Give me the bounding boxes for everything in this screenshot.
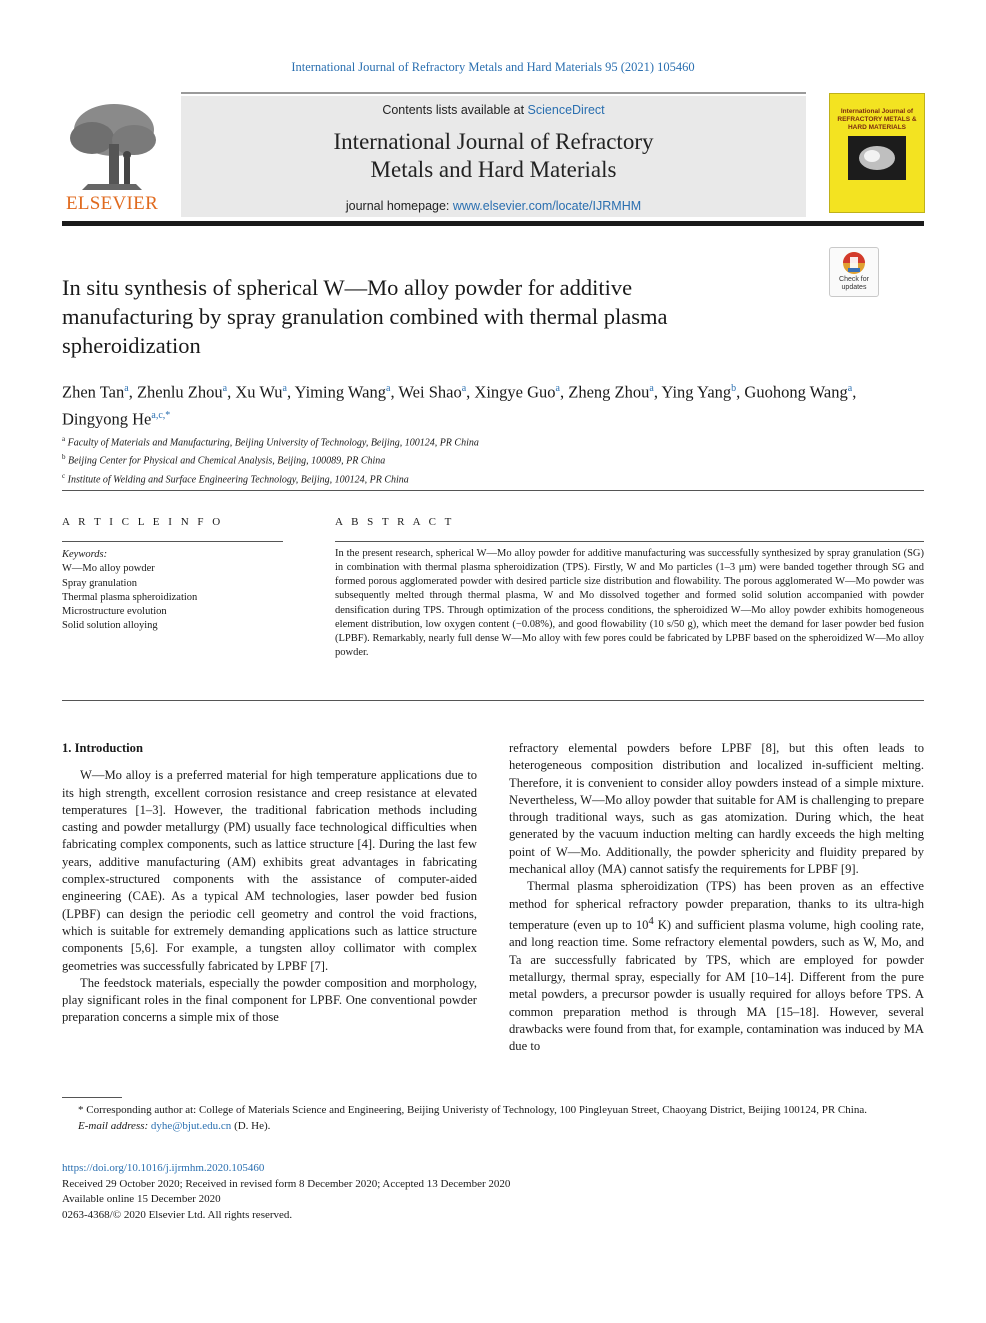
keyword-item: W—Mo alloy powder <box>62 563 155 575</box>
article-info-heading: A R T I C L E I N F O <box>62 516 224 528</box>
check-updates-icon <box>830 248 878 276</box>
keywords-block <box>62 548 292 634</box>
affiliation-key: c <box>62 471 66 480</box>
author-name[interactable]: Ying Yang <box>661 382 732 402</box>
author-separator: , <box>286 382 295 402</box>
email-label: E-mail address: <box>78 1120 151 1132</box>
article-history <box>62 1161 762 1223</box>
cover-image <box>848 136 906 180</box>
author-affiliation-marker[interactable]: a <box>222 383 228 394</box>
keyword-item: Spray granulation <box>62 577 137 589</box>
check-for-updates-badge[interactable] <box>829 247 879 297</box>
section-divider <box>62 490 924 491</box>
homepage-prefix: journal homepage: <box>345 199 453 213</box>
author-separator: , <box>227 382 236 402</box>
author-name[interactable]: Zhenlu Zhou <box>136 382 223 402</box>
keywords-label: Keywords: <box>62 549 108 560</box>
author-affiliation-marker[interactable]: a <box>124 383 129 394</box>
author-separator: , <box>653 382 662 402</box>
available-online: Available online 15 December 2020 <box>62 1193 221 1205</box>
contents-available-line <box>181 103 806 117</box>
author-affiliation-marker[interactable]: a <box>555 383 560 394</box>
corresponding-author-text: * Corresponding author at: College of Materials Science and Engineering, Beijing Univeristy of Technology, 100 Pingleyuan Street, Chaoyang District, Beijing 100124, PR China. <box>78 1104 867 1116</box>
author-name[interactable]: Xu Wu <box>235 382 283 402</box>
author-name[interactable]: Wei Shao <box>398 382 462 402</box>
keyword-list <box>62 562 292 633</box>
author-name[interactable]: Zheng Zhou <box>568 382 650 402</box>
author-affiliation-marker[interactable]: a <box>649 383 654 394</box>
author-affiliation-marker[interactable]: a <box>386 383 391 394</box>
section-heading-introduction: 1. Introduction <box>62 741 143 755</box>
author-separator: , <box>466 382 475 402</box>
received-dates: Received 29 October 2020; Received in revised form 8 December 2020; Accepted 13 December 2020 <box>62 1177 511 1190</box>
journal-citation[interactable]: International Journal of Refractory Metals and Hard Materials 95 (2021) 105460 <box>291 60 695 74</box>
abstract-heading: A B S T R A C T <box>335 516 455 528</box>
contents-prefix: Contents lists available at <box>382 103 528 117</box>
intro-p4-exponent: 4 <box>648 915 654 927</box>
author-separator: , <box>128 382 137 402</box>
journal-name <box>181 128 806 184</box>
author-affiliation-marker[interactable]: a <box>282 383 287 394</box>
author-separator: , <box>852 382 857 402</box>
intro-paragraph-3: refractory elemental powders before LPBF [8], but this often leads to heterogeneous composition distribution and localized in-sufficient melting. Therefore, it is convenient to consider alloy powders instead of a simple mixture. Nevertheless, W—Mo alloy powder that suitable for AM is challenging to prepare through traditional ways, such as gas atomization. During which, the heat generated by the vacuum induction melting can hardly exceeds the high melting point of W—Mo. Additionally, the powder sphericity and fluidity prepared by mechanical alloy (MA) cannot satisfy the requirements for LPBF [9]. <box>509 741 924 877</box>
affiliation-list <box>62 432 762 487</box>
intro-paragraph-2: The feedstock materials, especially the powder composition and morphology, play significant roles in the final component for LPBF. One conventional powder preparation concerns a simple mix of those <box>62 975 477 1025</box>
abstract-rule <box>335 541 924 542</box>
intro-paragraph-1: W—Mo alloy is a preferred material for high temperature applications due to its high strength, excellent corrosion resistance and creep resistance at elevated temperatures [1–3]. However, the traditional fabrication methods including casting and powder metallurgy (PM) usually face technological difficulties when fabricating complex components, such as lattice structure [4]. During the last few years, additive manufacturing (AM) exhibits great advantages in fabricating complex-structured components with the assistance of computer-aided engineering (CAE). As a typical AM technologies, laser powder bed fusion (LPBF) can design the periodic cell geometry and control the void fractions, which is suitable for extremely demanding applications such as lattice structure components [5,6]. For example, a tungsten alloy collimator with complex geometries was successfully fabricated by LPBF [7]. <box>62 768 477 973</box>
journal-name-line1: International Journal of Refractory <box>333 129 654 154</box>
author-name[interactable]: Dingyong He <box>62 409 152 428</box>
author-name[interactable]: Xingye Guo <box>474 382 556 402</box>
article-info-rule <box>62 541 283 542</box>
email-suffix: (D. He). <box>231 1120 271 1132</box>
intro-p4-part-b: K) and sufficient plasma volume, high cooling rate, and long reaction time. Some refractory elemental powders, such as W, Mo, and Ta are successfully fabricated by TPS, which are employed for powder metallurgy, thermal spray, especially for AM [10–14]. Different from the pure metal powders, a precursor powder is usually required for alloys before TPS. A common preparation method is through MA [15–18]. However, several drawbacks were found from that, for example, contamination was induced by MA due to <box>509 918 924 1054</box>
header-bottom-rule <box>62 221 924 226</box>
author-list <box>62 377 862 430</box>
sciencedirect-link[interactable]: ScienceDirect <box>527 103 605 117</box>
check-updates-label: Check for updates <box>839 276 869 291</box>
author-separator: , <box>736 382 745 402</box>
keyword-item: Thermal plasma spheroidization <box>62 591 198 603</box>
body-left-column <box>62 740 477 1027</box>
intro-p4-part-a: Thermal plasma spheroidization (TPS) has been proven as an effective method for spherical refractory powder preparation, thanks to its ultra-high temperature (even up to 10 <box>509 879 924 933</box>
header-top-rule <box>181 92 806 94</box>
author-separator: , <box>390 382 399 402</box>
abstract-text: In the present research, spherical W—Mo alloy powder for additive manufacturing was successfully synthesized by spray granulation (SG) in combination with thermal plasma spheroidization (TPS). Firstly, W and Mo particles (1–3 μm) were banded together through SG and formed porous agglomerated powder with desired particle size distribution and flowability. The porous agglomerated W—Mo powder was subsequently melted through thermal plasma, W and Mo dissolved together and formed solid solution accompanied with powder densification during TPS. Through optimization of the process conditions, the spheroidized W—Mo alloy powder exhibits homogeneous element distribution, low oxygen content (−0.08%), and good flowability (10 s/50 g), which meet the demand for laser powder bed fusion (LPBF). Remarkably, nearly full dense W—Mo alloy with few pores could be fabricated by LPBF based on the spheroidized W—Mo alloy powder. <box>335 548 924 659</box>
author-name[interactable]: Zhen Tan <box>62 382 125 402</box>
author-affiliation-marker[interactable]: a <box>461 383 467 394</box>
author-affiliation-marker[interactable]: b <box>731 383 737 394</box>
email-link[interactable]: dyhe@bjut.edu.cn <box>150 1120 232 1132</box>
affiliation-key: b <box>62 453 66 462</box>
author-separator: , <box>560 382 569 402</box>
affiliation-text: Beijing Center for Physical and Chemical Analysis, Beijing, 100089, PR China <box>68 455 386 467</box>
copyright: 0263-4368/© 2020 Elsevier Ltd. All rights reserved. <box>62 1208 293 1221</box>
affiliation-item <box>62 469 762 487</box>
affiliation-item <box>62 432 762 450</box>
footnote-rule <box>62 1097 122 1098</box>
author-name[interactable]: Guohong Wang <box>744 382 848 402</box>
doi-link[interactable]: https://doi.org/10.1016/j.ijrmhm.2020.105460 <box>62 1162 265 1174</box>
author-affiliation-marker[interactable]: a,c,* <box>151 409 171 421</box>
author-name[interactable]: Yiming Wang <box>294 382 387 402</box>
paper-title: In situ synthesis of spherical W—Mo alloy powder for additive manufacturing by spray granulation combined with thermal plasma spheroidization <box>62 275 668 358</box>
affiliation-text: Institute of Welding and Surface Engineering Technology, Beijing, 100124, PR China <box>67 473 409 485</box>
publisher-wordmark: ELSEVIER <box>65 193 159 214</box>
journal-homepage-line <box>181 199 806 213</box>
keyword-item: Microstructure evolution <box>62 606 167 618</box>
affiliation-key: a <box>62 435 66 443</box>
corresponding-author-footnote <box>62 1102 924 1134</box>
author-affiliation-marker[interactable]: a <box>847 383 853 394</box>
journal-cover-thumbnail[interactable] <box>829 93 925 213</box>
cover-title: International Journal of REFRACTORY METALS & HARD MATERIALS <box>837 108 917 131</box>
keyword-item: Solid solution alloying <box>62 620 158 632</box>
affiliation-item <box>62 450 762 468</box>
body-right-column <box>509 740 924 1056</box>
intro-paragraph-4 <box>509 878 924 1055</box>
abstract-bottom-rule <box>62 700 924 701</box>
affiliation-text: Faculty of Materials and Manufacturing, Beijing University of Technology, Beijing, 100124, PR China <box>67 437 479 449</box>
journal-homepage-link[interactable]: www.elsevier.com/locate/IJRMHM <box>452 199 642 213</box>
journal-name-line2: Metals and Hard Materials <box>370 157 617 182</box>
